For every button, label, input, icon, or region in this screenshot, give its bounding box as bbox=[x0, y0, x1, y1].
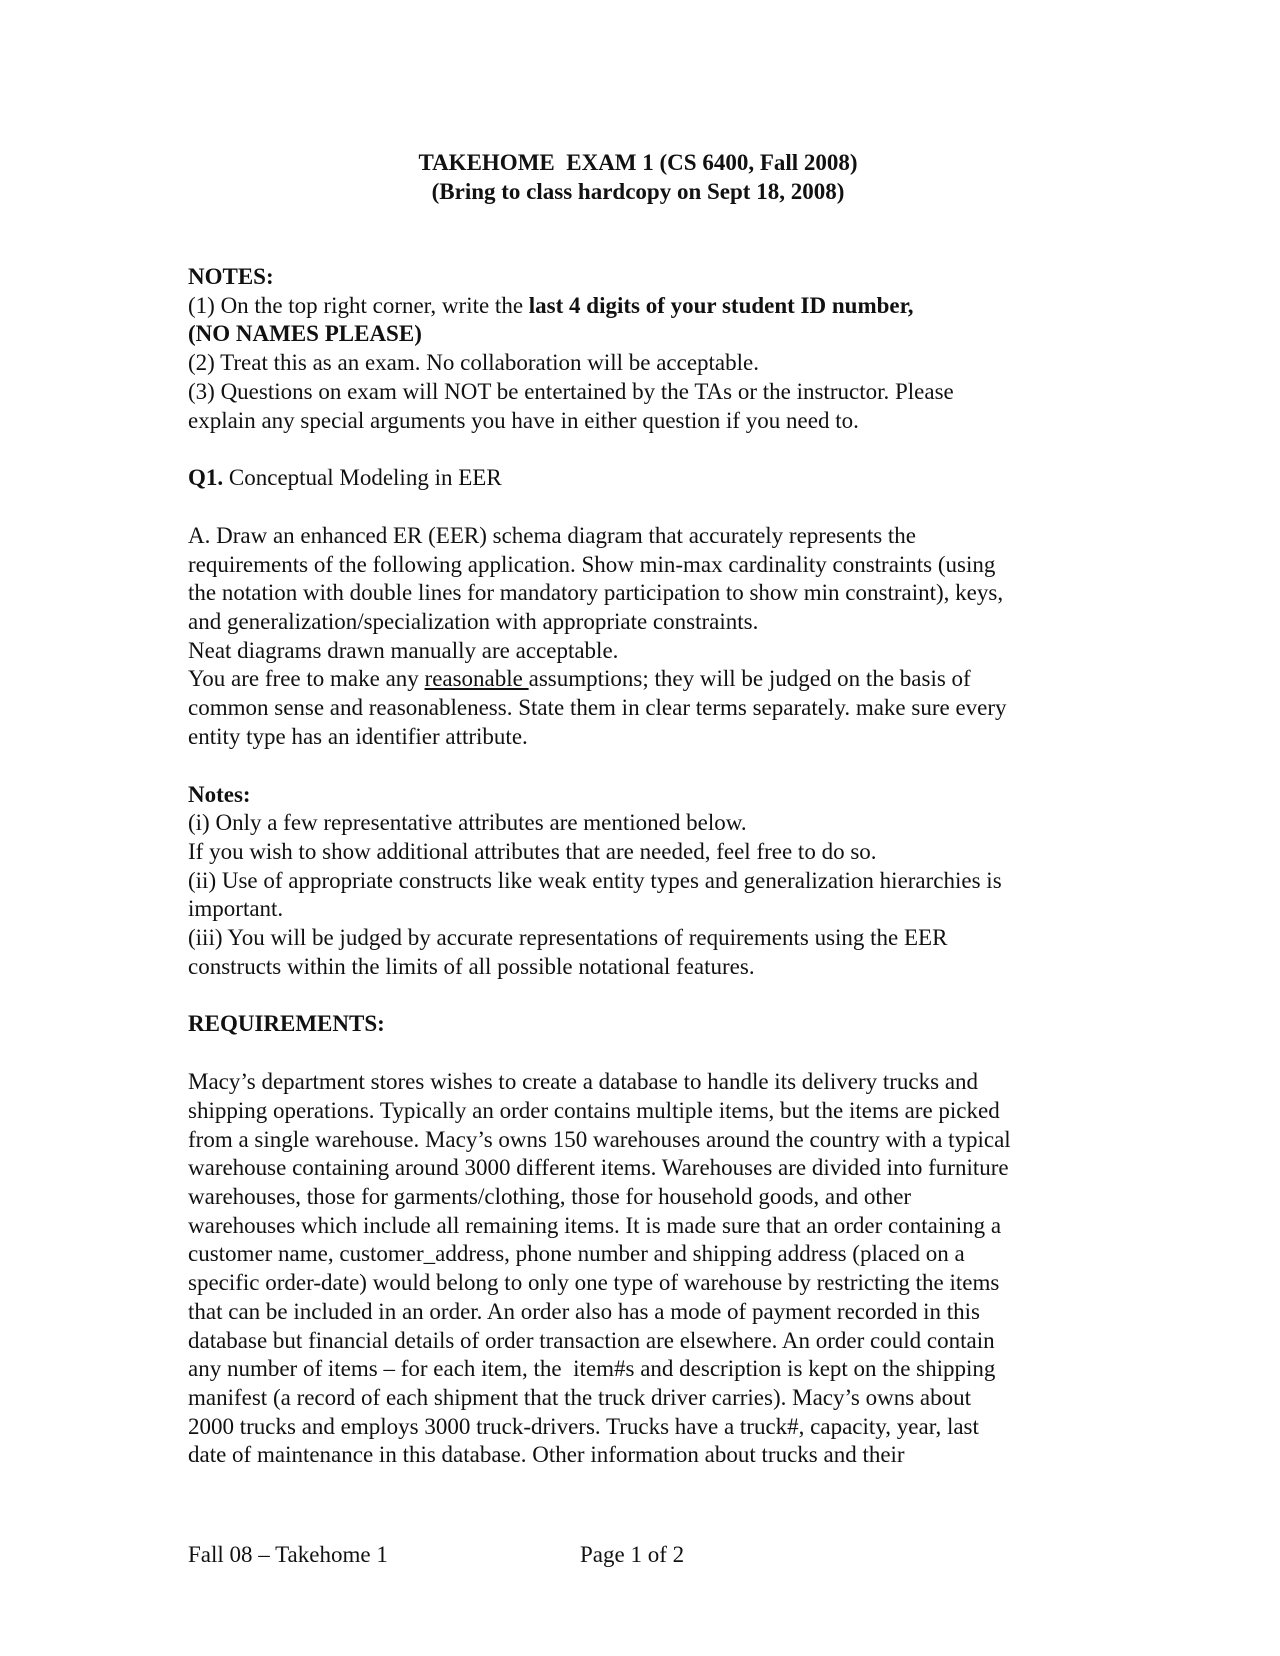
note-3-line-2: explain any special arguments you have in either question if you need to. bbox=[188, 407, 859, 433]
requirements-line: date of maintenance in this database. Other information about trucks and their bbox=[188, 1442, 905, 1468]
footer-page-number: Page 1 of 2 bbox=[580, 1542, 685, 1567]
requirements-heading: REQUIREMENTS: bbox=[188, 1011, 385, 1037]
q1-a-line: requirements of the following application. Show min-max cardinality constraints (using bbox=[188, 551, 996, 577]
notes2-line: (i) Only a few representative attributes are mentioned below. bbox=[188, 810, 747, 836]
note-3-line-1: (3) Questions on exam will NOT be entertained by the TAs or the instructor. Please bbox=[188, 378, 954, 404]
page-content bbox=[188, 148, 1088, 1470]
notes2-line: important. bbox=[188, 896, 284, 922]
requirements-line: Macy’s department stores wishes to create a database to handle its delivery trucks and bbox=[188, 1069, 979, 1095]
notes2-line: (iii) You will be judged by accurate representations of requirements using the EER bbox=[188, 925, 948, 951]
note-1-bold: last 4 digits of your student ID number, bbox=[528, 292, 914, 318]
title-line-1: TAKEHOME EXAM 1 (CS 6400, Fall 2008) bbox=[418, 150, 858, 175]
q1-heading bbox=[188, 464, 1088, 493]
requirements-line: manifest (a record of each shipment that the truck driver carries). Macy’s owns about bbox=[188, 1384, 971, 1410]
notes-heading: NOTES: bbox=[188, 264, 274, 289]
free-suffix: assumptions; they will be judged on the basis of bbox=[528, 666, 971, 692]
q1-a-line: A. Draw an enhanced ER (EER) schema diagram that accurately represents the bbox=[188, 522, 917, 548]
q1-a-line: and generalization/specialization with appropriate constraints. bbox=[188, 609, 759, 635]
title-line-2: (Bring to class hardcopy on Sept 18, 2008) bbox=[431, 179, 845, 204]
exam-title bbox=[188, 148, 1088, 206]
requirements-line: that can be included in an order. An order also has a mode of payment recorded in this bbox=[188, 1298, 980, 1324]
notes2-heading: Notes: bbox=[188, 781, 251, 807]
requirements-line: shipping operations. Typically an order contains multiple items, but the items are picked bbox=[188, 1097, 1000, 1123]
q1-title: Conceptual Modeling in EER bbox=[223, 465, 502, 491]
requirements-line: specific order-date) would belong to only one type of warehouse by restricting the items bbox=[188, 1270, 1000, 1296]
requirements-line: 2000 trucks and employs 3000 truck-drivers. Trucks have a truck#, capacity, year, last bbox=[188, 1413, 979, 1439]
q1-a-line: entity type has an identifier attribute. bbox=[188, 723, 528, 749]
requirements-line: any number of items – for each item, the item#s and description is kept on the shipping bbox=[188, 1356, 996, 1382]
requirements-line: from a single warehouse. Macy’s owns 150 warehouses around the country with a typical bbox=[188, 1126, 1011, 1152]
requirements-line: warehouses, those for garments/clothing, those for household goods, and other bbox=[188, 1183, 912, 1209]
requirements-line: warehouse containing around 3000 different items. Warehouses are divided into furniture bbox=[188, 1155, 1009, 1181]
reasonable-underlined: reasonable bbox=[424, 666, 529, 692]
notes2-line: constructs within the limits of all possible notational features. bbox=[188, 953, 755, 979]
footer-left: Fall 08 – Takehome 1 bbox=[188, 1542, 388, 1567]
note-2: (2) Treat this as an exam. No collaboration will be acceptable. bbox=[188, 350, 759, 376]
q1-label: Q1. bbox=[188, 465, 224, 491]
note-1-no-names: (NO NAMES PLEASE) bbox=[188, 321, 422, 347]
note-1-prefix: (1) On the top right corner, write the bbox=[188, 292, 529, 318]
q1-assumptions-line bbox=[188, 665, 1088, 694]
notes2-line: (ii) Use of appropriate constructs like weak entity types and generalization hierarchies is bbox=[188, 867, 1002, 893]
notes2-line: If you wish to show additional attributes that are needed, feel free to do so. bbox=[188, 838, 877, 864]
requirements-line: customer name, customer_address, phone number and shipping address (placed on a bbox=[188, 1241, 965, 1267]
q1-a-line: Neat diagrams drawn manually are acceptable. bbox=[188, 637, 619, 663]
q1-a-line: common sense and reasonableness. State them in clear terms separately. make sure every bbox=[188, 695, 1007, 721]
free-prefix: You are free to make any bbox=[188, 666, 425, 692]
requirements-line: warehouses which include all remaining items. It is made sure that an order containing a bbox=[188, 1212, 1002, 1238]
q1-a-line: the notation with double lines for mandatory participation to show min constraint), keys, bbox=[188, 580, 1004, 606]
requirements-line: database but financial details of order transaction are elsewhere. An order could contain bbox=[188, 1327, 995, 1353]
note-1 bbox=[188, 292, 1088, 321]
